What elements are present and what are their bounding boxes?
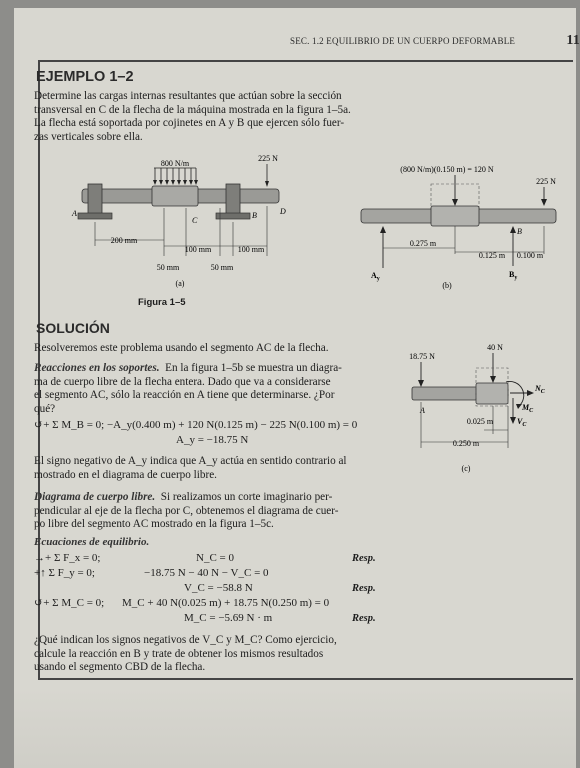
label-B-fbd: B (517, 227, 522, 236)
figure-c-label: (c) (461, 464, 471, 473)
label-C: C (192, 216, 198, 225)
sign-line: El signo negativo de A_y indica que A_y actúa en sentido contrario al (34, 455, 347, 467)
fbd-line: pendicular al eje de la flecha por C, obtenemos el diagrama de cuer- (34, 504, 339, 517)
closing-paragraph (34, 634, 379, 675)
reactions-line: el segmento AC, sólo la reacción en A tiene que determinarse. ¿Por (34, 389, 335, 402)
label-D: D (280, 207, 286, 216)
figure-a-label: (a) (175, 279, 185, 288)
dim-0025: 0.025 m (466, 417, 494, 426)
figure-caption: Figura 1–5 (138, 297, 186, 308)
figure-b-label: (b) (442, 281, 452, 290)
textbook-page (14, 8, 580, 768)
resultant-label: (800 N/m)(0.150 m) = 120 N (400, 165, 494, 174)
label-A-c: A (420, 406, 425, 415)
problem-line: Determine las cargas internas resultantes que actúan sobre la sección (34, 90, 342, 102)
dim-100mm-b: 100 mm (237, 245, 265, 254)
reaction-Ay: $A_y$ (371, 271, 380, 282)
page-bottom-margin (14, 688, 576, 768)
distributed-load-heads (153, 180, 198, 185)
sign-paragraph (34, 455, 379, 482)
reactions-paragraph (34, 362, 379, 416)
label-Vc: $V_C$ (517, 417, 527, 428)
force-40-label: 40 N (487, 343, 503, 352)
reactions-line: qué? (34, 402, 56, 415)
label-Mc: $M_C$ (522, 403, 534, 414)
eq-Ay: A_y = −18.75 N (176, 434, 249, 446)
equilibrium-equations (34, 552, 384, 627)
fbd-paragraph (34, 491, 379, 532)
label-A: A (72, 209, 77, 218)
page-number: 11 (566, 33, 580, 48)
figure-a (54, 146, 304, 296)
problem-statement (34, 90, 394, 144)
fbd-line: po libre del segmento AC mostrado en la figura 1–5c. (34, 518, 274, 531)
eq-row: +↑ Σ F_y = 0; −18.75 N − 40 N − V_C = 0 (34, 567, 269, 579)
distributed-load-arrows (154, 168, 196, 182)
eq-row: V_C = −58.8 N Resp. (184, 582, 376, 594)
reaction-By: $B_y$ (509, 270, 518, 281)
dim-0100: 0.100 m (516, 251, 544, 260)
problem-line: La flecha está soportada por cojinetes en A y B que ejercen sólo fuer- (34, 117, 345, 130)
figure-b (339, 158, 564, 293)
label-B: B (252, 211, 257, 220)
eq-row: M_C = −5.69 N · m Resp. (184, 612, 376, 624)
dim-0250: 0.250 m (452, 439, 480, 448)
point-load-label-b: 225 N (536, 177, 556, 186)
fbd-line: Diagrama de cuerpo libre. Si realizamos un corte imaginario per- (34, 491, 333, 503)
dim-50mm-b: 50 mm (210, 263, 234, 272)
point-load-label: 225 N (258, 154, 278, 163)
closing-line: usando el segmento CBD de la flecha. (34, 661, 206, 674)
solution-intro: Resolveremos este problema usando el segmento AC de la flecha. (34, 342, 329, 354)
dim-0125: 0.125 m (478, 251, 506, 260)
dim-50mm-a: 50 mm (156, 263, 180, 272)
eq-row: ↺+ Σ M_C = 0; M_C + 40 N(0.025 m) + 18.75 N(0.250 m) = 0 (34, 597, 330, 609)
section-title: SEC. 1.2 EQUILIBRIO DE UN CUERPO DEFORMABLE (290, 36, 516, 46)
problem-line: transversal en C de la flecha de la máquina mostrada en la figura 1–5a. (34, 103, 351, 116)
solution-title: SOLUCIÓN (36, 320, 110, 336)
dim-200mm: 200 mm (110, 236, 138, 245)
label-Nc: $N_C$ (535, 384, 545, 395)
dim-0275: 0.275 m (409, 239, 437, 248)
reactions-line: ma de cuerpo libre de la flecha entera. Dado que va a considerarse (34, 375, 331, 388)
running-header (290, 32, 580, 48)
closing-line: calcule la reacción en B y trate de obtener los mismos resultados (34, 647, 324, 660)
eq-moment-B: ↺+ Σ M_B = 0; −A_y(0.400 m) + 120 N(0.125 m) − 225 N(0.100 m) = 0 (34, 419, 358, 431)
dim-100mm-a: 100 mm (184, 245, 212, 254)
eq-row: →+ Σ F_x = 0; N_C = 0 Resp. (34, 552, 376, 564)
reactions-line: Reacciones en los soportes. En la figura 1–5b se muestra un diagra- (34, 362, 342, 374)
closing-line: ¿Qué indican los signos negativos de V_C y M_C? Como ejercicio, (34, 634, 337, 646)
reactions-heading: Reacciones en los soportes. (34, 362, 160, 374)
equilibrium-heading: Ecuaciones de equilibrio. (34, 536, 150, 548)
figure-c (394, 338, 564, 488)
sign-line: mostrado en el diagrama de cuerpo libre. (34, 468, 217, 481)
problem-line: zas verticales sobre ella. (34, 130, 143, 143)
pulley (152, 186, 198, 206)
fbd-heading: Diagrama de cuerpo libre. (34, 491, 156, 503)
dist-load-label: 800 N/m (160, 159, 190, 168)
force-1875-label: 18.75 N (409, 352, 435, 361)
bearing-B (226, 184, 240, 214)
bearing-A (88, 184, 102, 214)
example-title: EJEMPLO 1–2 (36, 69, 134, 85)
